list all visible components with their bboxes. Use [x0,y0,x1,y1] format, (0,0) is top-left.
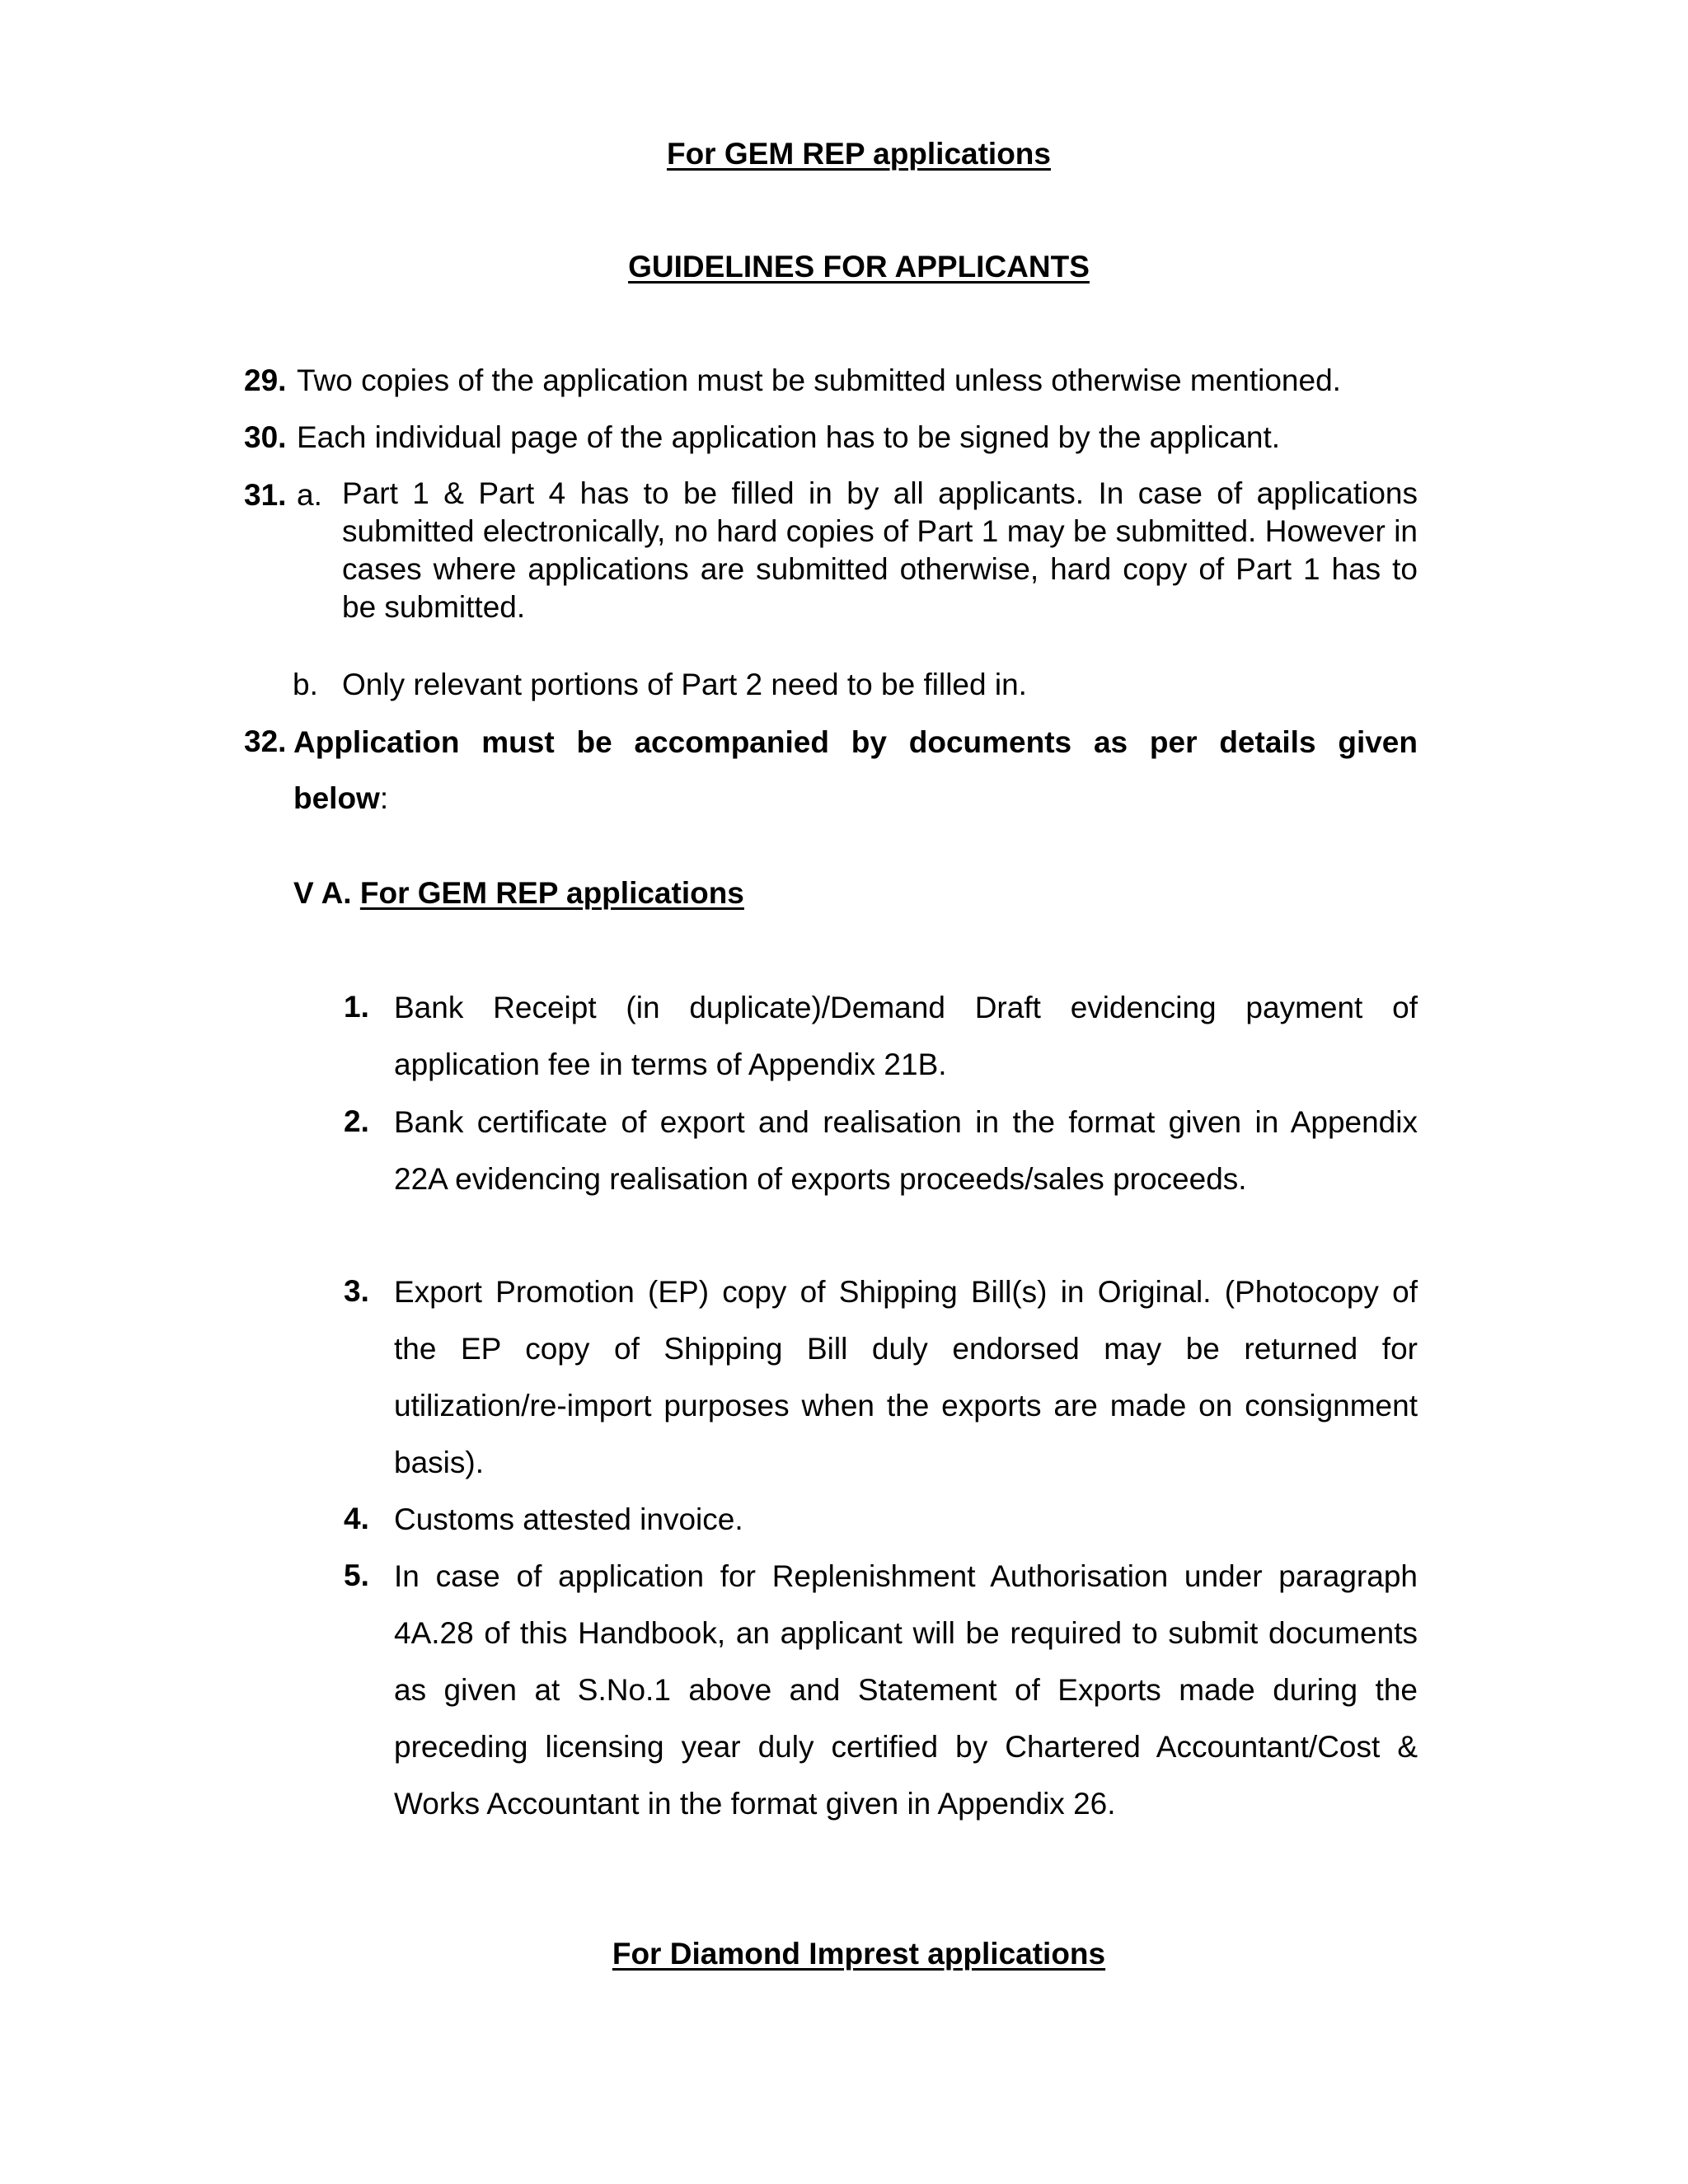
guideline-31a-text: Part 1 & Part 4 has to be filled in by all applicants. In case of applications submitted electronically, no hard copies of Part 1 may be submitted. However in cases where applications are submitted otherwise, hard copy of Part 1 has to be submitted. [342,476,1418,624]
guideline-32-colon: : [379,781,389,815]
document-number-3: 3. [344,1274,369,1308]
section-va-prefix: V A. [293,876,352,910]
document-number-1: 1. [344,990,369,1024]
guideline-item-30 [244,420,1280,455]
guideline-32-continuation [293,781,388,816]
document-number-4: 4. [344,1502,369,1535]
document-number-5: 5. [344,1558,369,1592]
guideline-number: 32. [244,724,287,758]
guideline-text: Two copies of the application must be submitted unless otherwise mentioned. [297,363,1341,397]
document-text-2: Bank certificate of export and realisation in the format given in Appendix 22A evidencing realisation of exports proceeds/sales proceeds. [394,1105,1418,1196]
page-heading-gem-rep: For GEM REP applications [666,137,1051,171]
guideline-text: Each individual page of the application has to be signed by the applicant. [297,420,1281,454]
guideline-32-bold-word: below [293,781,380,815]
document-text-5: In case of application for Replenishment Authorisation under paragraph 4A.28 of this Handbook, an applicant will be required to submit documents as given at S.No.1 above and Statement of Exports made during the preceding licensing year duly certified by Chartered Accountant/Cost & Works Accountant in the format given in Appendix 26. [394,1559,1418,1821]
sub-label-a: a. [297,478,322,512]
document-text-1: Bank Receipt (in duplicate)/Demand Draft evidencing payment of application fee in terms of Appendix 21B. [394,991,1418,1081]
diamond-imprest-heading: For Diamond Imprest applications [612,1937,1106,1971]
guideline-number: 29. [244,363,287,397]
sub-label-b: b. [293,668,318,701]
guideline-number: 30. [244,420,287,454]
guideline-item-31 [244,478,322,513]
section-va-title: For GEM REP applications [359,876,744,910]
document-text-4: Customs attested invoice. [394,1502,743,1536]
guidelines-heading: GUIDELINES FOR APPLICANTS [628,250,1090,284]
document-number-2: 2. [344,1104,369,1138]
guideline-item-29 [244,363,1341,398]
guideline-item-32-number [244,724,297,759]
document-text-3: Export Promotion (EP) copy of Shipping Bill(s) in Original. (Photocopy of the EP copy of Shipping Bill duly endorsed may be returned for utilization/re-import purposes when the exports are made on consignment basis). [394,1275,1418,1479]
guideline-32-text: Application must be accompanied by documents as per details given [293,725,1418,759]
guideline-31b-text: Only relevant portions of Part 2 need to be filled in. [342,668,1027,701]
section-va-heading [293,876,744,911]
guideline-number: 31. [244,478,287,512]
